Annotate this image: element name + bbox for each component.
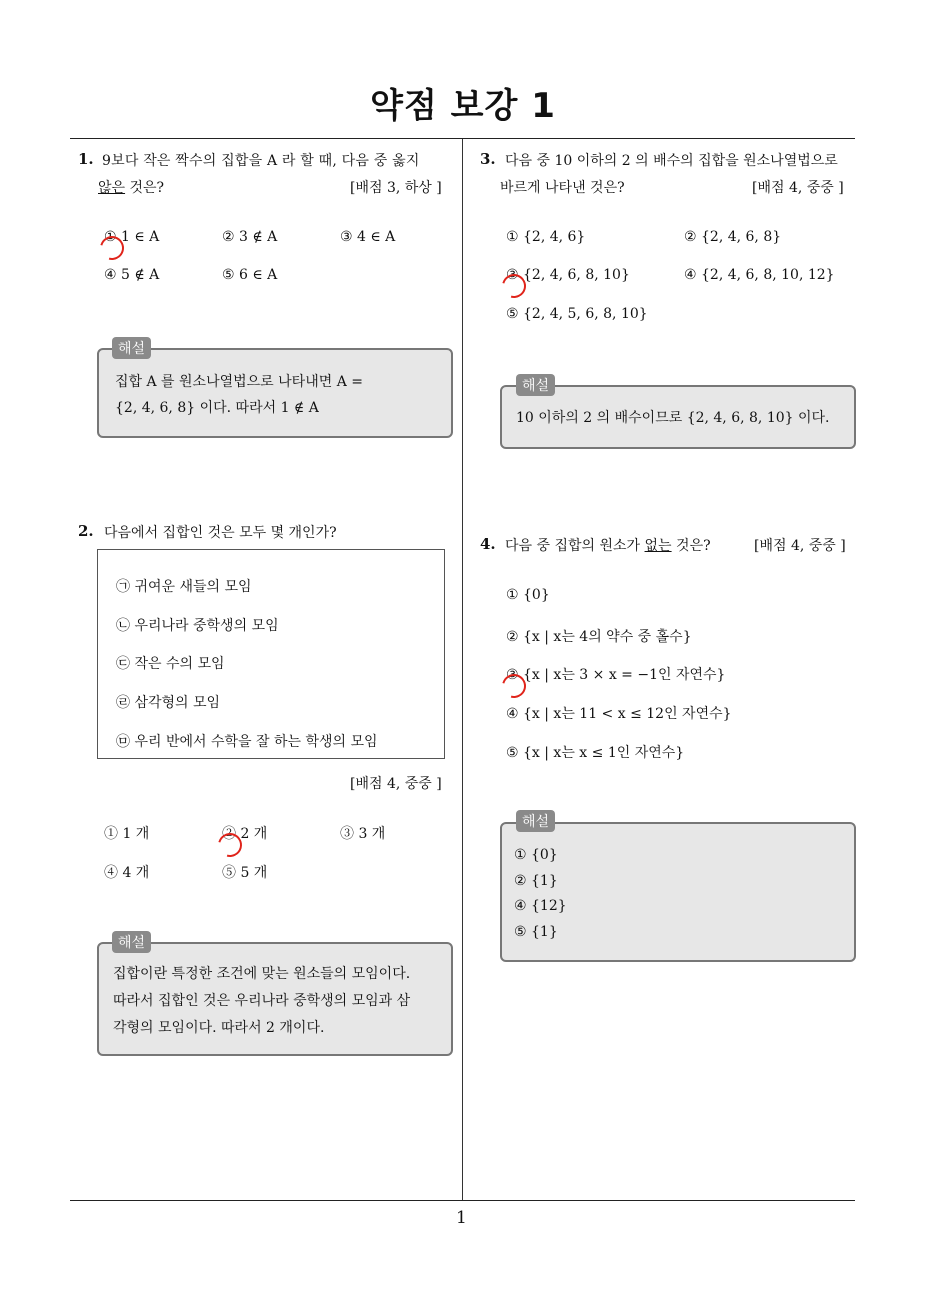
- option-1[interactable]: ① 1 ∈ A: [104, 229, 159, 245]
- score-info: [배점 3, 하상 ]: [350, 180, 442, 196]
- option-4[interactable]: ④ {2, 4, 6, 8, 10, 12}: [684, 267, 835, 283]
- question-text: 다음 중 집합의 원소가 없는 것은?: [505, 538, 711, 554]
- question-text-line2: 바르게 나타낸 것은?: [500, 180, 625, 196]
- page-number: 1: [456, 1208, 467, 1228]
- option-2[interactable]: ② 2 개: [222, 823, 267, 843]
- solution-box: [97, 348, 453, 438]
- option-3[interactable]: ③ 3 개: [340, 826, 386, 842]
- bottom-divider: [70, 1200, 855, 1201]
- solution-line: 각형의 모임이다. 따라서 2 개이다.: [113, 1020, 325, 1036]
- solution-label: 해설: [516, 374, 555, 396]
- score-info: [배점 4, 중중 ]: [350, 776, 442, 792]
- item: ㉤ 우리 반에서 수학을 잘 하는 학생의 모임: [116, 734, 378, 750]
- option-1[interactable]: ① 1 개: [104, 826, 150, 842]
- solution-line: ⑤ {1}: [514, 924, 558, 940]
- question-text: 다음 중 10 이하의 2 의 배수의 집합을 원소나열법으로: [505, 153, 838, 169]
- emphasis-text: 없는: [644, 538, 672, 554]
- solution-line: 집합 A 를 원소나열법으로 나타내면 A =: [115, 374, 363, 390]
- solution-line: ④ {12}: [514, 898, 567, 914]
- solution-line: 따라서 집합인 것은 우리나라 중학생의 모임과 삼: [113, 993, 411, 1009]
- option-4[interactable]: ④ {x | x는 11 < x ≤ 12인 자연수}: [506, 706, 732, 722]
- option-2[interactable]: ② {x | x는 4의 약수 중 홀수}: [506, 629, 692, 645]
- question-text-line2: 않은 것은?: [98, 180, 165, 196]
- option-3[interactable]: ③ 4 ∈ A: [340, 229, 396, 245]
- solution-line: 10 이하의 2 의 배수이므로 {2, 4, 6, 8, 10} 이다.: [516, 410, 830, 426]
- item: ㉣ 삼각형의 모임: [116, 695, 221, 711]
- question-text: 9보다 작은 짝수의 집합을 A 라 할 때, 다음 중 옳지: [102, 153, 420, 169]
- solution-line: ① {0}: [514, 847, 558, 863]
- solution-label: 해설: [516, 810, 555, 832]
- option-4[interactable]: ④ 4 개: [104, 865, 150, 881]
- question-number: 3.: [480, 150, 496, 168]
- item: ㉠ 귀여운 새들의 모임: [116, 579, 252, 595]
- emphasis-text: 않은: [98, 180, 126, 196]
- solution-box: [97, 942, 453, 1056]
- solution-label: 해설: [112, 931, 151, 953]
- solution-label: 해설: [112, 337, 151, 359]
- option-2[interactable]: ② {2, 4, 6, 8}: [684, 229, 782, 245]
- option-5[interactable]: ⑤ {2, 4, 5, 6, 8, 10}: [506, 306, 648, 322]
- page-title: 약점 보강 1: [370, 86, 556, 126]
- solution-box: [500, 822, 856, 962]
- option-1[interactable]: ① {2, 4, 6}: [506, 229, 586, 245]
- option-4[interactable]: ④ 5 ∉ A: [104, 267, 160, 283]
- question-number: 4.: [480, 535, 496, 553]
- solution-line: 집합이란 특정한 조건에 맞는 원소들의 모임이다.: [113, 966, 411, 982]
- solution-line: ② {1}: [514, 873, 558, 889]
- score-info: [배점 4, 중중 ]: [752, 180, 844, 196]
- item: ㉡ 우리나라 중학생의 모임: [116, 618, 279, 634]
- option-3[interactable]: ③ {x | x는 3 × x = −1인 자연수}: [506, 664, 725, 684]
- question-number: 1.: [78, 150, 94, 168]
- option-5[interactable]: ⑤ 5 개: [222, 865, 268, 881]
- score-info: [배점 4, 중중 ]: [754, 538, 846, 554]
- option-3[interactable]: ③ {2, 4, 6, 8, 10}: [506, 267, 630, 283]
- option-5[interactable]: ⑤ 6 ∈ A: [222, 267, 278, 283]
- question-text: 다음에서 집합인 것은 모두 몇 개인가?: [104, 525, 337, 541]
- question-number: 2.: [78, 522, 94, 540]
- column-divider: [462, 139, 463, 1201]
- item: ㉢ 작은 수의 모임: [116, 656, 225, 672]
- option-5[interactable]: ⑤ {x | x는 x ≤ 1인 자연수}: [506, 745, 685, 761]
- option-2[interactable]: ② 3 ∉ A: [222, 229, 278, 245]
- option-1[interactable]: ① {0}: [506, 587, 550, 603]
- solution-line: {2, 4, 6, 8} 이다. 따라서 1 ∉ A: [115, 400, 319, 416]
